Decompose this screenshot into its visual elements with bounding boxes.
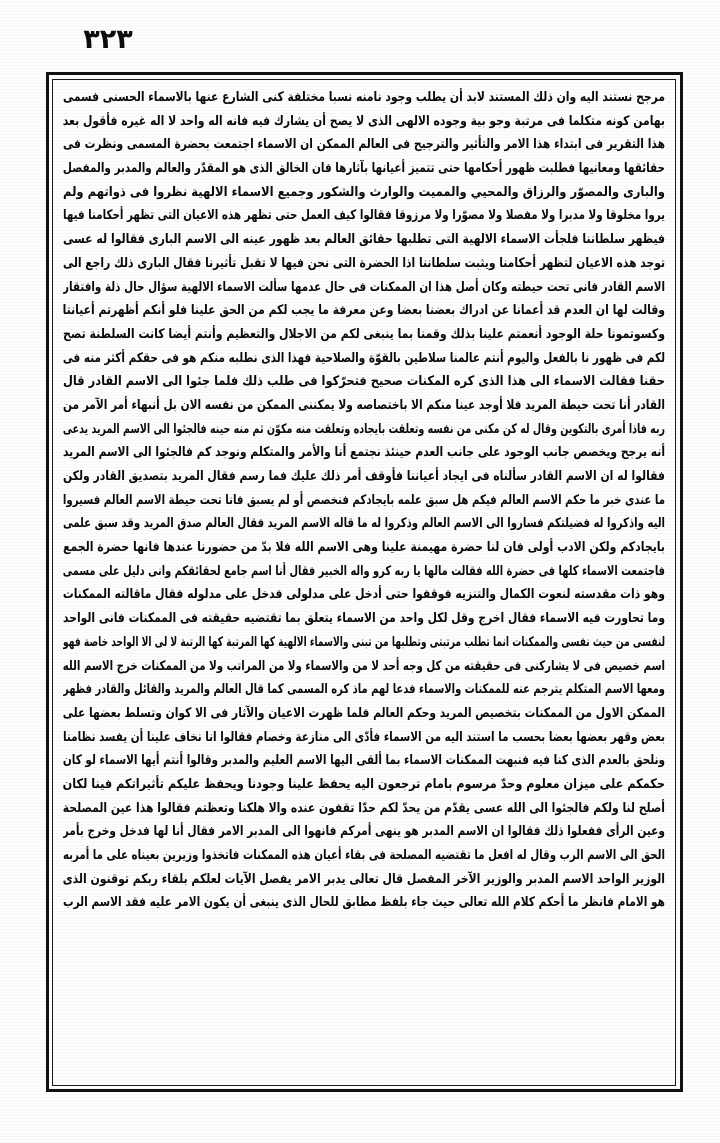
text-line-content: حقائقها ومعانيها فطلبت ظهور أحكامها حتى تتميز أعيانها بآثارها فان الخالق الذى هو المقدّر والعالم والمدبر والمفصل (63, 161, 665, 177)
text-line (63, 820, 665, 844)
text-line (63, 441, 665, 465)
text-line (63, 560, 665, 584)
text-line (63, 181, 665, 205)
text-line-content: الممكن الاول من الممكنات بتخصيص المريد وحكم العالم فلما ظهرت الاعيان والآثار فى الا كوان وتسلط بعضها على (63, 705, 665, 721)
text-line (63, 607, 665, 631)
text-line (63, 394, 665, 418)
text-line (63, 797, 665, 821)
text-line (63, 252, 665, 276)
text-line (63, 749, 665, 773)
text-line-content: هذا التقرير فى ابتداء هذا الامر والتأثير والترجيح فى العالم الممكن ان الاسماء اجتمعت بحضرة المسمى ونظرت فى (63, 137, 665, 153)
text-line (63, 418, 665, 442)
text-line-content: ربه فاذا أمرى بالتكوين وقال له كن مكنى من نفسه وتعلقت بايجاده وتعلقت منه مكوّن ثم منه حينه فالجئوا الى الاسم المريد يدعى (63, 421, 665, 437)
text-line-content: هو الامام فانظر ما أحكم كلام الله تعالى حيث جاء بلفظ مطابق للحال الذى ينبغى أن يكون الامر عليه فقد الاسم الرب (63, 895, 665, 911)
text-line (63, 583, 665, 607)
text-line (63, 773, 665, 797)
text-line-content: وما تحاورت فيه الاسماء فقال اخرج وقل لكل واحد من الاسماء يتعلق بما تقتضيه حقيقته فى الممكنات فانى الواحد (63, 611, 665, 627)
text-line (63, 536, 665, 560)
text-line (63, 276, 665, 300)
text-line (63, 512, 665, 536)
text-line (63, 157, 665, 181)
text-line-content: ومعها الاسم المتكلم يترجم عنه للممكنات والاسماء فدعا لهم ماذ كره المسمى كما قال العالم والمريد والقائل والقادر فظهر (63, 682, 665, 698)
text-line-content: والبارى والمصوّر والرزاق والمحيي والمميت والوارث والشكور وجميع الاسماء الالهية نظروا فى ذواتهم ولم (63, 184, 665, 200)
text-line (63, 323, 665, 347)
text-line (63, 465, 665, 489)
folio-number: ٣٢٣ (83, 24, 133, 55)
text-line-content: فيظهر سلطاننا فلجأت الاسماء الالهية التى تطلبها حقائق العالم بعد ظهور عينه الى الاسم البارى فقالوا له عسى (63, 232, 665, 248)
text-line-content: القادر أنا تحت حيطة المريد فلا أوجد عينا منكم الا باختصاصه ولا يمكننى الممكن من نفسه الان بل أنبهاء أمر الآمر من (63, 397, 665, 413)
text-line-content: وعين الرأى ففعلوا ذلك فقالوا ان الاسم المدبر هو ينهى أمركم فانهوا الى المدبر الامر فقال أنا لها فدخل وخرج بأمر (63, 824, 665, 840)
text-line-content: بايجادكم ولكن الادب أولى فان لنا حضرة مهيمنة علينا وهى الاسم الله فلا بدّ من حضورنا عندها فانها حضرة الجمع (63, 540, 665, 556)
text-line (63, 702, 665, 726)
text-line-content: توجد هذه الاعيان لتظهر أحكامنا ويثبت سلطاننا اذا الحضرة التى نحن فيها لا تقبل تأثيرنا فقال البارى ذلك راجع الى (63, 255, 665, 271)
text-line-content: الوزير الواحد الاسم المدبر والوزير الآخر المفصل قال تعالى يدبر الامر يفصل الآيات لعلكم بلقاء ربكم توقنون الذى (63, 871, 665, 887)
text-line-content: حقنا فقالت الاسماء الى هذا الذى كره المكنات صحيح فتحرّكوا فى طلب ذلك فلما جئوا الى الاسم القادر قال (63, 374, 665, 390)
text-line (63, 844, 665, 868)
text-line-content: حكمكم على ميزان معلوم وحدّ مرسوم بامام ترجعون اليه يحفظ علينا وجودنا ويحفظ عليكم تأثيراتكم فينا لكان (63, 776, 665, 792)
text-line-content: بهامن كونه متكلما فى مرتبة وجو بية وجوده الالهى الذى لا يصح أن يشارك فيه فانه اله واحد لا اله غيره فأقول بعد (63, 113, 665, 129)
text-line (63, 631, 665, 655)
text-line-content: فقالوا له ان الاسم القادر سألناه فى ايجاد أعياننا فأوقف أمر ذلك عليك فما رسم فقال المريد بتصديق القادر ولكن (63, 469, 665, 484)
text-line (63, 678, 665, 702)
text-line (63, 133, 665, 157)
text-line-content: اليه واذكروا له فضيلتكم فساروا الى الاسم العالم وذكروا له ما قاله الاسم المريد فقال العالم صدق المريد وقد سبق علمى (63, 516, 665, 532)
text-line (63, 204, 665, 228)
text-line (63, 86, 665, 110)
text-line-content: الاسم القادر فانى تحت حيطته وكان أصل هذا ان الممكنات فى حال عدمها سألت الاسماء الالهية سؤال حال ذلة وافتقار (63, 279, 665, 295)
text-line-content: لنفسى من حيث نفسى والممكنات انما تطلب مرتبتى وتطلبها من تبنى والاسماء الالهية كها المرتبة كها الرتبة لا لى الا الواحد خاصة فهو (63, 634, 665, 650)
text-line (63, 489, 665, 513)
text-line-content: أنه يرجح ويخصص جانب الوجود على جانب العدم حينئذ نجتمع أنا والأمر والمتكلم ونوجد كم فالجئوا الى الاسم المريد (63, 445, 665, 461)
text-line (63, 110, 665, 134)
text-line-content: مرجح نستند اليه وان ذلك المستند لابد أن يطلب وجود نامنه نسبا مختلفة كنى الشارع عنها بالاسماء الحسنى فسمى (63, 90, 665, 105)
text-line-content: يروا مخلوقا ولا مدبرا ولا مفصلا ولا مصوّرا ولا مرزوقا فقالوا كيف العمل حتى تظهر هذه الاعيان التى تظهر أحكامنا فيها (63, 208, 665, 224)
text-line-content: وهو ذات مقدسته لنعوت الكمال والتنزيه فوقفوا حتى أدخل على مدلولى فدخل على مدلوله فقال ماقالته الممكنات (63, 587, 665, 603)
text-line (63, 868, 665, 892)
text-line-content: لكم فى ظهور نا بالفعل واليوم أنتم عالمنا سلاطين بالقوّة والصلاحية فهذا الذى نطلبه منكم هو فى حقكم أكثر منه فى (63, 350, 665, 366)
text-line-content: وكسوتمونا حلة الوجود أنعمتم علينا بذلك وقمنا بما ينبغى لكم من الاجلال والتعظيم وأنتم أيضا كانت السلطنة تصح (63, 326, 665, 342)
text-line-content: وقالت لها ان العدم قد أعمانا عن ادراك بعضنا بعضا وعن معرفة ما يجب لكم من الحق علينا فلو أنكم أظهرتم أعيانتا (63, 303, 665, 319)
text-line-content: الحق الى الاسم الرب وقال له افعل ما تقتضيه المصلحة فى بقاء أعيان هذه الممكنات فاتخذوا وزيرين بعيناه على ما أمربه (63, 848, 665, 863)
text-line-content: أصلح لنا ولكم فالجئوا الى الله عسى يقدّم من يحدّ لكم حدّا تقفون عنده والا هلكنا وتعظتم فقالوا هذا عين المصلحة (63, 800, 665, 816)
text-line-content: اسم خصيص فى لا يشاركنى فى حقيقته من كل وجه أحد لا من والاسماء ولا من المراتب ولا من الممكنات خرج الاسم الله (63, 658, 665, 674)
text-line (63, 299, 665, 323)
text-line (63, 726, 665, 750)
text-line (63, 347, 665, 371)
text-line-content: بعض وقهر بعضها بعضا بحسب ما استند اليه من الاسماء فأدّى الى منازعة وخصام فقالوا انا نخاف علينا أن يفسد نظامنا (63, 729, 665, 745)
text-line (63, 228, 665, 252)
text-line-content: ونلحق بالعدم الذى كنا فيه فنبهت الممكنات الاسماء بما ألقى اليها الاسم العليم والمدبر وقالوا أنتم أيها الاسماء لو كان (63, 753, 665, 769)
text-line (63, 891, 665, 915)
body-text-block (56, 84, 672, 1082)
text-line-content: فاجتمعت الاسماء كلها فى حضرة الله فقالت مالها يا ربه كرو واله الخبير فقال أنا اسم جامع لحقائقكم وانى دليل على مسمى (63, 563, 665, 579)
text-line (63, 370, 665, 394)
text-line (63, 655, 665, 679)
text-line-content: ما عندى خبر ما حكم الاسم العالم فيكم هل سبق علمه بايجادكم فنخصص أو لم يسبق فانا تحت حيطة الاسم العالم فسيروا (63, 492, 665, 508)
